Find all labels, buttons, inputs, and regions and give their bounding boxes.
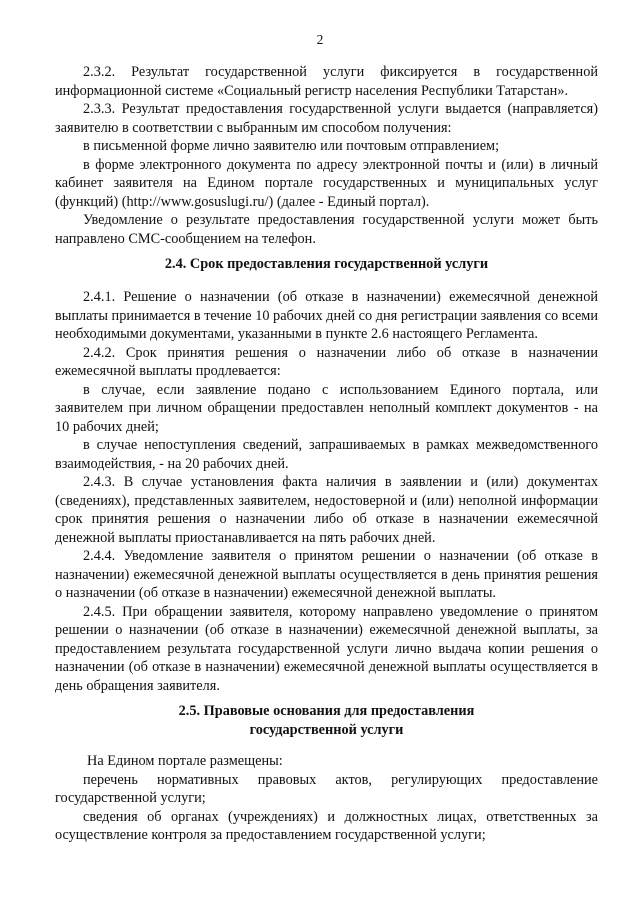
paragraph-portal-intro: На Едином портале размещены: [87,753,283,769]
paragraph-method-electronic: в форме электронного документа по адресу электронной почты и (или) в личный кабинет заявителя на Едином портале государственных и муниципальных услуг (функций) (http://www.gosuslugi.ru/) (далее - Единый портал). [55,156,598,210]
paragraph-legal-acts-list: перечень нормативных правовых актов, регулирующих предоставление государственной услуги; [55,771,598,806]
section-2-5-block [55,752,598,845]
paragraph-method-written: в письменной форме лично заявителю или почтовым отправлением; [83,138,500,154]
paragraph-2-4-4: 2.4.4. Уведомление заявителя о принятом решении о назначении (об отказе в назначении) ежемесячной денежной выплаты осуществляется в день принятия решения о назначении (об отказе в назначении) ежемесячной денежной выплаты. [55,548,598,601]
paragraph-sms-notice: Уведомление о результате предоставления государственной услуги может быть направлено СМС-сообщением на телефон. [55,212,598,247]
section-2-5-heading-wrap [55,702,598,739]
paragraph-2-3-2: 2.3.2. Результат государственной услуги фиксируется в государственной информационной системе «Социальный регистр населения Республики Татарстан». [55,64,598,99]
page-number: 2 [316,32,324,47]
paragraph-control-bodies: сведения об органах (учреждениях) и должностных лицах, ответственных за осуществление контроля за предоставлением государственной услуги; [55,808,598,843]
section-2-4-block [55,288,598,695]
heading-2-5-line1: 2.5. Правовые основания для предоставления [178,703,475,719]
section-2-4-heading-wrap [55,255,598,274]
paragraph-extension-interagency: в случае непоступления сведений, запрашиваемых в рамках межведомственного взаимодействия, - на 20 рабочих дней. [55,437,598,472]
paragraph-extension-portal: в случае, если заявление подано с использованием Единого портала, или заявителем при личном обращении предоставлен неполный комплект документов - на 10 рабочих дней; [55,381,598,435]
heading-2-5-line2: государственной услуги [249,721,404,738]
heading-2-4: 2.4. Срок предоставления государственной услуги [164,256,489,272]
paragraph-2-4-1: 2.4.1. Решение о назначении (об отказе в назначении) ежемесячной денежной выплаты принимается в течение 10 рабочих дней со дня регистрации заявления со всеми необходимыми документами, указанными в пункте 2.6 настоящего Регламента. [55,289,598,342]
paragraph-2-3-3: 2.3.3. Результат предоставления государственной услуги выдается (направляется) заявителю в соответствии с выбранным им способом получения: [55,101,598,136]
section-2-3-block [55,63,598,248]
paragraph-2-4-3: 2.4.3. В случае установления факта наличия в заявлении и (или) документах (сведениях), представленных заявителем, недостоверной и (или) неполной информации срок принятия решения о назначении либо об отказе в назначении ежемесячной денежной выплаты приостанавливается на пять рабочих дней. [55,474,598,546]
paragraph-2-4-5: 2.4.5. При обращении заявителя, которому направлено уведомление о принятом решении о назначении (об отказе в назначении) ежемесячной денежной выплаты, за предоставлением результата государственной услуги лично выдача копии решения о назначении (об отказе в назначении) ежемесячной денежной выплаты осуществляется в день обращения заявителя. [55,603,598,694]
paragraph-2-4-2: 2.4.2. Срок принятия решения о назначении либо об отказе в назначении ежемесячной выплаты продлевается: [55,344,598,379]
